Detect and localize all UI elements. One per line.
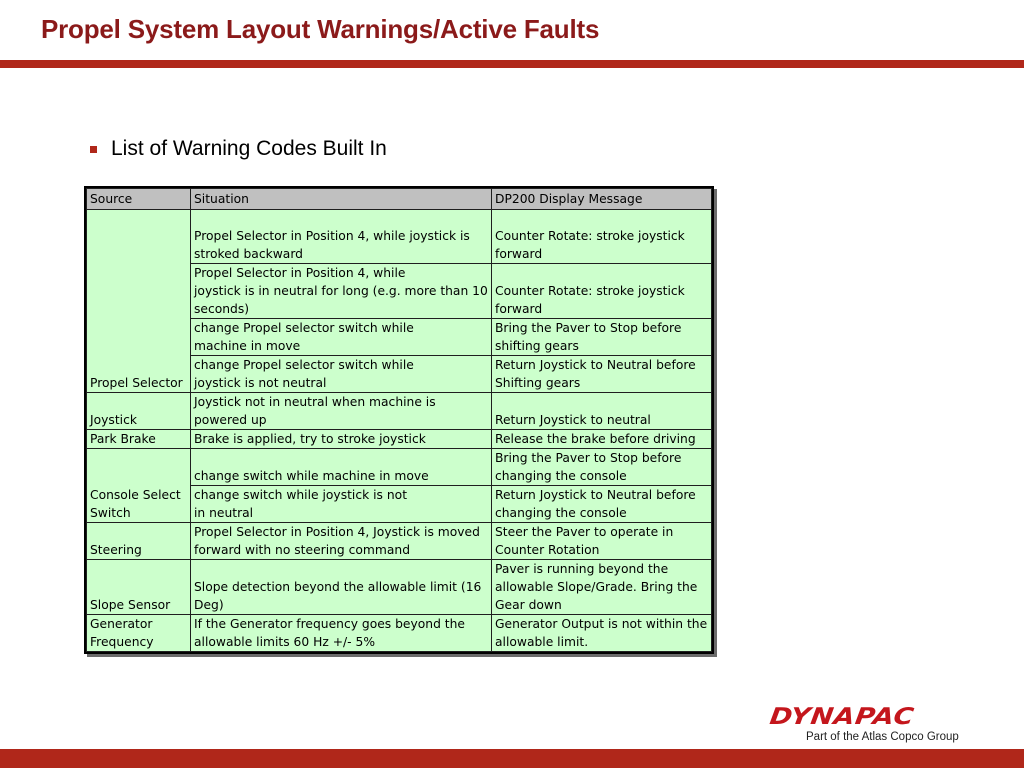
situation-line: change switch while joystick is not	[194, 488, 408, 502]
message-line: allowable Slope/Grade. Bring the	[495, 580, 698, 594]
source-cell: Joystick	[87, 393, 191, 430]
slide-title: Propel System Layout Warnings/Active Faults	[41, 14, 600, 44]
situation-cell	[191, 486, 492, 523]
situation-line: Brake is applied, try to stroke joystick	[194, 432, 426, 446]
source-cell: Console Select Switch	[87, 449, 191, 523]
situation-cell	[191, 264, 492, 319]
situation-line: joystick is in neutral for long (e.g. more than 10	[194, 284, 488, 298]
situation-line: Slope detection beyond the allowable limit (16	[194, 580, 482, 594]
message-line: changing the console	[495, 469, 627, 483]
situation-cell	[191, 393, 492, 430]
table-row	[87, 430, 712, 449]
situation-line: Propel Selector in Position 4, while joystick is	[194, 229, 470, 243]
message-line: forward	[495, 247, 543, 261]
display-message-cell	[492, 615, 712, 652]
table-header-row	[87, 189, 712, 210]
message-line: Return Joystick to neutral	[495, 413, 651, 427]
message-line: Steer the Paver to operate in	[495, 525, 674, 539]
message-line: Paver is running beyond the	[495, 562, 669, 576]
display-message-cell	[492, 523, 712, 560]
bullet-item	[90, 137, 387, 161]
situation-line: Joystick not in neutral when machine is	[194, 395, 436, 409]
logo-tagline: Part of the Atlas Copco Group	[806, 731, 959, 743]
source-cell: Park Brake	[87, 430, 191, 449]
header-display-message: DP200 Display Message	[492, 189, 712, 210]
situation-line: stroked backward	[194, 247, 303, 261]
situation-cell	[191, 449, 492, 486]
bullet-text: List of Warning Codes Built In	[111, 137, 387, 160]
situation-line: Propel Selector in Position 4, while	[194, 266, 406, 280]
message-line: Counter Rotation	[495, 543, 600, 557]
message-line: Shifting gears	[495, 376, 581, 390]
display-message-cell	[492, 449, 712, 486]
warning-codes-table	[86, 188, 712, 652]
display-message-cell	[492, 319, 712, 356]
message-line: Counter Rotate: stroke joystick	[495, 229, 685, 243]
situation-cell	[191, 560, 492, 615]
situation-line: joystick is not neutral	[194, 376, 327, 390]
message-line: Gear down	[495, 598, 562, 612]
display-message-cell	[492, 210, 712, 264]
situation-cell	[191, 523, 492, 560]
message-line: Return Joystick to Neutral before	[495, 358, 696, 372]
message-line: changing the console	[495, 506, 627, 520]
warning-codes-table-frame	[84, 186, 714, 654]
display-message-cell	[492, 486, 712, 523]
situation-line: Propel Selector in Position 4, Joystick is moved	[194, 525, 480, 539]
message-line: Return Joystick to Neutral before	[495, 488, 696, 502]
situation-line: machine in move	[194, 339, 301, 353]
source-cell: Generator Frequency	[87, 615, 191, 652]
situation-line: change Propel selector switch while	[194, 358, 414, 372]
title-divider	[0, 60, 1024, 68]
message-line: shifting gears	[495, 339, 579, 353]
message-line: forward	[495, 302, 543, 316]
message-line: Release the brake before driving	[495, 432, 696, 446]
situation-cell	[191, 430, 492, 449]
table-row	[87, 210, 712, 264]
table-row	[87, 449, 712, 486]
situation-cell	[191, 615, 492, 652]
dynapac-logo	[768, 700, 998, 743]
table-row	[87, 523, 712, 560]
situation-line: in neutral	[194, 506, 254, 520]
table-body	[87, 210, 712, 652]
source-cell: Steering	[87, 523, 191, 560]
situation-line: change Propel selector switch while	[194, 321, 414, 335]
message-line: Generator Output is not within the	[495, 617, 708, 631]
display-message-cell	[492, 356, 712, 393]
display-message-cell	[492, 560, 712, 615]
square-bullet-icon	[90, 146, 97, 153]
situation-line: Deg)	[194, 598, 224, 612]
source-cell: Propel Selector	[87, 210, 191, 393]
footer-bar	[0, 749, 1024, 768]
logo-wordmark: DYNAPAC	[768, 703, 916, 730]
situation-cell	[191, 356, 492, 393]
header-situation: Situation	[191, 189, 492, 210]
message-line: Bring the Paver to Stop before	[495, 451, 682, 465]
situation-line: seconds)	[194, 302, 250, 316]
situation-line: If the Generator frequency goes beyond the	[194, 617, 465, 631]
situation-cell	[191, 210, 492, 264]
header-source: Source	[87, 189, 191, 210]
message-line: Bring the Paver to Stop before	[495, 321, 682, 335]
display-message-cell	[492, 264, 712, 319]
source-cell: Slope Sensor	[87, 560, 191, 615]
table-row	[87, 393, 712, 430]
table-row	[87, 615, 712, 652]
situation-line: change switch while machine in move	[194, 469, 429, 483]
display-message-cell	[492, 430, 712, 449]
message-line: allowable limit.	[495, 635, 589, 649]
situation-line: powered up	[194, 413, 267, 427]
situation-line: forward with no steering command	[194, 543, 410, 557]
table-row	[87, 560, 712, 615]
situation-cell	[191, 319, 492, 356]
situation-line: allowable limits 60 Hz +/- 5%	[194, 635, 376, 649]
display-message-cell	[492, 393, 712, 430]
message-line: Counter Rotate: stroke joystick	[495, 284, 685, 298]
